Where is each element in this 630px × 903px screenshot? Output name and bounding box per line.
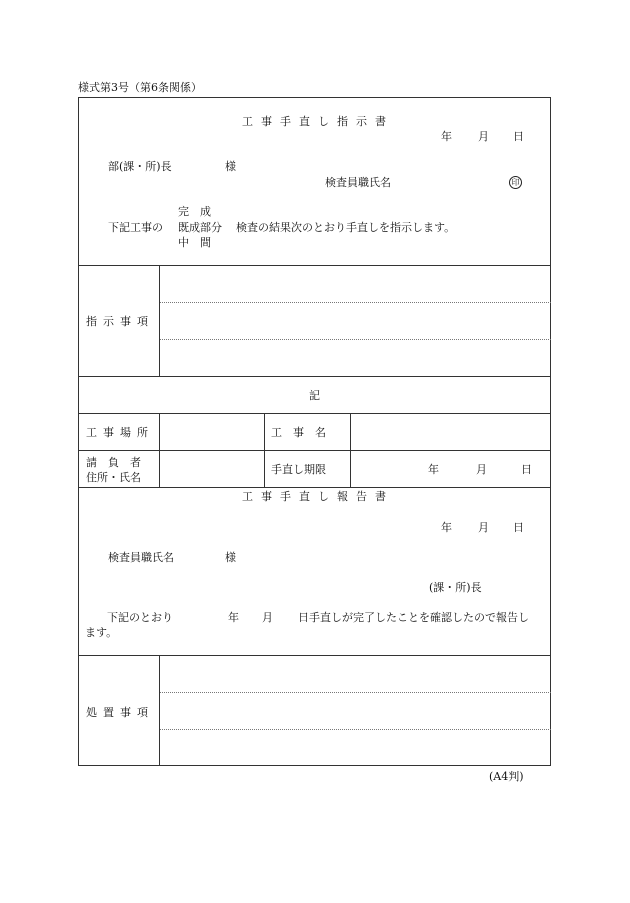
report-chief-label: (課・所)長 <box>429 581 482 594</box>
section-divider <box>78 376 551 377</box>
report-body-suffix: 日手直しが完了したことを確認したので報告し <box>298 611 529 624</box>
site-field[interactable] <box>160 414 264 450</box>
seal-mark: 印 <box>509 176 522 189</box>
measures-label: 処置事項 <box>86 706 154 719</box>
report-date-day: 日 <box>513 521 524 534</box>
contractor-label-line2: 住所・氏名 <box>86 471 141 484</box>
body-suffix: 検査の結果次のとおり手直しを指示します。 <box>236 221 456 234</box>
inspection-option-completion: 完 成 <box>178 205 211 218</box>
report-honorific: 様 <box>225 551 236 564</box>
instruction-title: 工事手直し指示書 <box>242 115 394 128</box>
paper-size-note: (A4判) <box>489 770 524 783</box>
report-body-line2: ます。 <box>85 626 118 639</box>
contractor-label-line1: 請 負 者 <box>86 456 141 469</box>
report-body-prefix: 下記のとおり <box>107 611 173 624</box>
report-body-month: 月 <box>262 611 273 624</box>
instruction-date-day: 日 <box>513 130 524 143</box>
deadline-day: 日 <box>521 463 532 476</box>
report-title: 工事手直し報告書 <box>242 490 394 503</box>
report-date-year: 年 <box>441 521 452 534</box>
instruction-items-area[interactable] <box>160 266 550 375</box>
inspection-option-interim: 中 間 <box>178 236 211 249</box>
deadline-label: 手直し期限 <box>271 463 326 476</box>
addressee-label: 部(課・所)長 <box>108 160 172 173</box>
addressee-honorific: 様 <box>225 160 236 173</box>
measures-area[interactable] <box>160 656 550 765</box>
deadline-year: 年 <box>428 463 439 476</box>
instruction-date-month: 月 <box>478 130 489 143</box>
instruction-date-year: 年 <box>441 130 452 143</box>
project-name-field[interactable] <box>351 414 550 450</box>
inspection-option-partial: 既成部分 <box>178 221 222 234</box>
deadline-month: 月 <box>476 463 487 476</box>
report-inspector-label: 検査員職氏名 <box>108 551 174 564</box>
project-name-label: 工 事 名 <box>271 426 326 439</box>
body-prefix: 下記工事の <box>108 221 163 234</box>
site-label: 工事場所 <box>86 426 154 439</box>
inspector-name-label: 検査員職氏名 <box>325 176 391 189</box>
section-divider <box>78 487 551 488</box>
report-body-year: 年 <box>228 611 239 624</box>
contractor-field[interactable] <box>160 451 264 487</box>
report-date-month: 月 <box>478 521 489 534</box>
details-heading: 記 <box>309 389 320 402</box>
form-number: 様式第3号（第6条関係） <box>78 81 202 94</box>
row-divider <box>78 450 551 451</box>
instruction-items-label: 指示事項 <box>86 315 154 328</box>
